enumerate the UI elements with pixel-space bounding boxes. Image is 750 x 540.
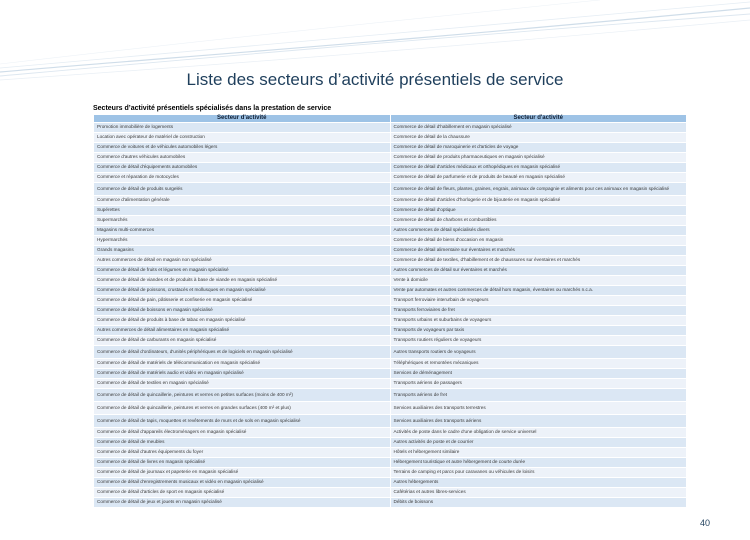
table-row (94, 246, 687, 256)
sector-cell-right: Commerce de détail de fleurs, plantes, graines, engrais, animaux de compagnie et aliments pour ces animaux en magasin spécialisé (390, 183, 687, 196)
table-row (94, 236, 687, 246)
table-row (94, 296, 687, 306)
table-row (94, 468, 687, 478)
sector-cell-right: Commerce de détail de produits pharmaceutiques en magasin spécialisé (390, 153, 687, 163)
sector-cell-left: Commerce de détail d'autres équipements du foyer (94, 448, 391, 458)
sector-cell-left: Autres commerces de détail en magasin non spécialisé (94, 256, 391, 266)
sector-cell-right: Commerce de détail de charbons et combustibles (390, 216, 687, 226)
sector-cell-left: Commerce de détail de journaux et papeterie en magasin spécialisé (94, 468, 391, 478)
sector-cell-left: Commerce de détail de jeux et jouets en magasin spécialisé (94, 498, 391, 508)
table-row (94, 216, 687, 226)
sector-cell-right: Téléphériques et remontées mécaniques (390, 359, 687, 369)
sector-cell-left: Commerce de détail de carburants en magasin spécialisé (94, 336, 391, 346)
sector-cell-right: Commerce de détail d'articles médicaux et orthopédiques en magasin spécialisé (390, 163, 687, 173)
sectors-table-container (93, 104, 687, 508)
sector-cell-right: Autres commerces de détail sur éventaires et marchés (390, 266, 687, 276)
sector-cell-left: Commerce de détail de quincaillerie, peintures et verres en petites surfaces (moins de 400 m²) (94, 389, 391, 402)
sector-cell-right: Commerce de détail de la chaussure (390, 133, 687, 143)
table-row (94, 183, 687, 196)
sector-cell-left: Location avec opérateur de matériel de construction (94, 133, 391, 143)
column-header-right: Secteur d'activité (390, 115, 687, 123)
sector-cell-left: Commerce de détail de produits surgelés (94, 183, 391, 196)
table-row (94, 206, 687, 216)
sector-cell-right: Transports aériens de passagers (390, 379, 687, 389)
sector-cell-right: Commerce de détail d'habillement en magasin spécialisé (390, 123, 687, 133)
sector-cell-right: Transports ferroviaires de fret (390, 306, 687, 316)
sectors-table (93, 114, 687, 508)
sector-cell-left: Commerce de détail de matériels de télécommunication en magasin spécialisé (94, 359, 391, 369)
sector-cell-right: Commerce de détail d'optique (390, 206, 687, 216)
table-row (94, 488, 687, 498)
sector-cell-right: Transports urbains et suburbains de voyageurs (390, 316, 687, 326)
sector-cell-left: Supermarchés (94, 216, 391, 226)
sector-cell-left: Commerce de détail de livres en magasin spécialisé (94, 458, 391, 468)
sector-cell-right: Commerce de détail de maroquinerie et d'articles de voyage (390, 143, 687, 153)
sector-cell-right: Services auxiliaires des transports aériens (390, 415, 687, 428)
sector-cell-left: Commerce de détail de textiles en magasin spécialisé (94, 379, 391, 389)
table-row (94, 143, 687, 153)
sector-cell-right: Autres activités de poste et de courrier (390, 438, 687, 448)
sector-cell-left: Commerce de détail d'enregistrements musicaux et vidéo en magasin spécialisé (94, 478, 391, 488)
sector-cell-right: Cafétérias et autres libres-services (390, 488, 687, 498)
table-row (94, 123, 687, 133)
sector-cell-left: Commerce de détail de pain, pâtisserie et confiserie en magasin spécialisé (94, 296, 391, 306)
table-row (94, 458, 687, 468)
table-header-row (94, 115, 687, 123)
table-row (94, 336, 687, 346)
table-row (94, 402, 687, 415)
table-row (94, 438, 687, 448)
table-caption: Secteurs d’activité présentiels spécialisés dans la prestation de service (93, 105, 332, 112)
sector-cell-right: Autres commerces de détail spécialisés divers (390, 226, 687, 236)
sector-cell-right: Hébergement touristique et autre hébergement de courte durée (390, 458, 687, 468)
table-row (94, 196, 687, 206)
table-row (94, 173, 687, 183)
sector-cell-right: Commerce de détail de parfumerie et de produits de beauté en magasin spécialisé (390, 173, 687, 183)
table-row (94, 153, 687, 163)
table-row (94, 346, 687, 359)
sector-cell-left: Commerce de détail de produits à base de tabac en magasin spécialisé (94, 316, 391, 326)
sector-cell-right: Hôtels et hébergement similaire (390, 448, 687, 458)
sector-cell-right: Transports de voyageurs par taxis (390, 326, 687, 336)
sector-cell-left: Commerce de détail d'ordinateurs, d'unités périphériques et de logiciels en magasin spécialisé (94, 346, 391, 359)
table-row (94, 498, 687, 508)
sector-cell-right: Autres transports routiers de voyageurs (390, 346, 687, 359)
sector-cell-right: Autres hébergements (390, 478, 687, 488)
sector-cell-left: Supérettes (94, 206, 391, 216)
sector-cell-left: Promotion immobilière de logements (94, 123, 391, 133)
sector-cell-right: Transports aériens de fret (390, 389, 687, 402)
sector-cell-right: Commerce de détail alimentaire sur éventaires et marchés (390, 246, 687, 256)
sector-cell-right: Services de déménagement (390, 369, 687, 379)
sector-cell-left: Commerce de détail de matériels audio et vidéo en magasin spécialisé (94, 369, 391, 379)
sector-cell-right: Vente à domicile (390, 276, 687, 286)
table-row (94, 448, 687, 458)
sector-cell-left: Commerce de détail de meubles (94, 438, 391, 448)
sector-cell-left: Commerce d'alimentation générale (94, 196, 391, 206)
sector-cell-left: Commerce de voitures et de véhicules automobiles légers (94, 143, 391, 153)
sector-cell-left: Commerce de détail de tapis, moquettes et revêtements de murs et de sols en magasin spécialisé (94, 415, 391, 428)
table-row (94, 163, 687, 173)
sector-cell-left: Autres commerces de détail alimentaires en magasin spécialisé (94, 326, 391, 336)
sector-cell-left: Commerce de détail d'appareils électroménagers en magasin spécialisé (94, 428, 391, 438)
table-row (94, 379, 687, 389)
column-header-left: Secteur d'activité (94, 115, 391, 123)
table-row (94, 133, 687, 143)
table-row (94, 276, 687, 286)
table-row (94, 478, 687, 488)
sector-cell-right: Transport ferroviaire interurbain de voyageurs (390, 296, 687, 306)
sector-cell-right: Commerce de détail d'articles d'horlogerie et de bijouterie en magasin spécialisé (390, 196, 687, 206)
sector-cell-right: Activités de poste dans le cadre d'une obligation de service universel (390, 428, 687, 438)
sector-cell-right: Commerce de détail de textiles, d'habillement et de chaussures sur éventaires et marchés (390, 256, 687, 266)
table-row (94, 306, 687, 316)
table-row (94, 226, 687, 236)
table-row (94, 266, 687, 276)
sector-cell-left: Grands magasins (94, 246, 391, 256)
table-body (94, 123, 687, 508)
sector-cell-left: Commerce de détail de boissons en magasin spécialisé (94, 306, 391, 316)
sector-cell-right: Débits de boissons (390, 498, 687, 508)
table-row (94, 389, 687, 402)
sector-cell-left: Commerce de détail de poissons, crustacés et mollusques en magasin spécialisé (94, 286, 391, 296)
table-row (94, 428, 687, 438)
sector-cell-left: Commerce et réparation de motocycles (94, 173, 391, 183)
sector-cell-right: Services auxiliaires des transports terrestres (390, 402, 687, 415)
sector-cell-left: Commerce de détail d'équipements automobiles (94, 163, 391, 173)
sector-cell-left: Commerce de détail de quincaillerie, peintures et verres en grandes surfaces (400 m² et plus) (94, 402, 391, 415)
sector-cell-right: Transports routiers réguliers de voyageurs (390, 336, 687, 346)
sector-cell-right: Vente par automates et autres commerces de détail hors magasin, éventaires ou marchés n.c.a. (390, 286, 687, 296)
table-row (94, 415, 687, 428)
sector-cell-left: Commerce de détail de fruits et légumes en magasin spécialisé (94, 266, 391, 276)
sector-cell-left: Hypermarchés (94, 236, 391, 246)
table-row (94, 359, 687, 369)
sector-cell-left: Commerce de détail d'articles de sport en magasin spécialisé (94, 488, 391, 498)
sector-cell-left: Commerce d'autres véhicules automobiles (94, 153, 391, 163)
table-row (94, 369, 687, 379)
table-row (94, 256, 687, 266)
page-number: 40 (700, 518, 711, 528)
sector-cell-right: Commerce de détail de biens d'occasion en magasin (390, 236, 687, 246)
sector-cell-right: Terrains de camping et parcs pour caravanes ou véhicules de loisirs (390, 468, 687, 478)
table-row (94, 286, 687, 296)
sector-cell-left: Commerce de détail de viandes et de produits à base de viande en magasin spécialisé (94, 276, 391, 286)
table-row (94, 326, 687, 336)
slide-title: Liste des secteurs d’activité présentiels de service (186, 70, 564, 89)
table-row (94, 316, 687, 326)
sector-cell-left: Magasins multi-commerces (94, 226, 391, 236)
